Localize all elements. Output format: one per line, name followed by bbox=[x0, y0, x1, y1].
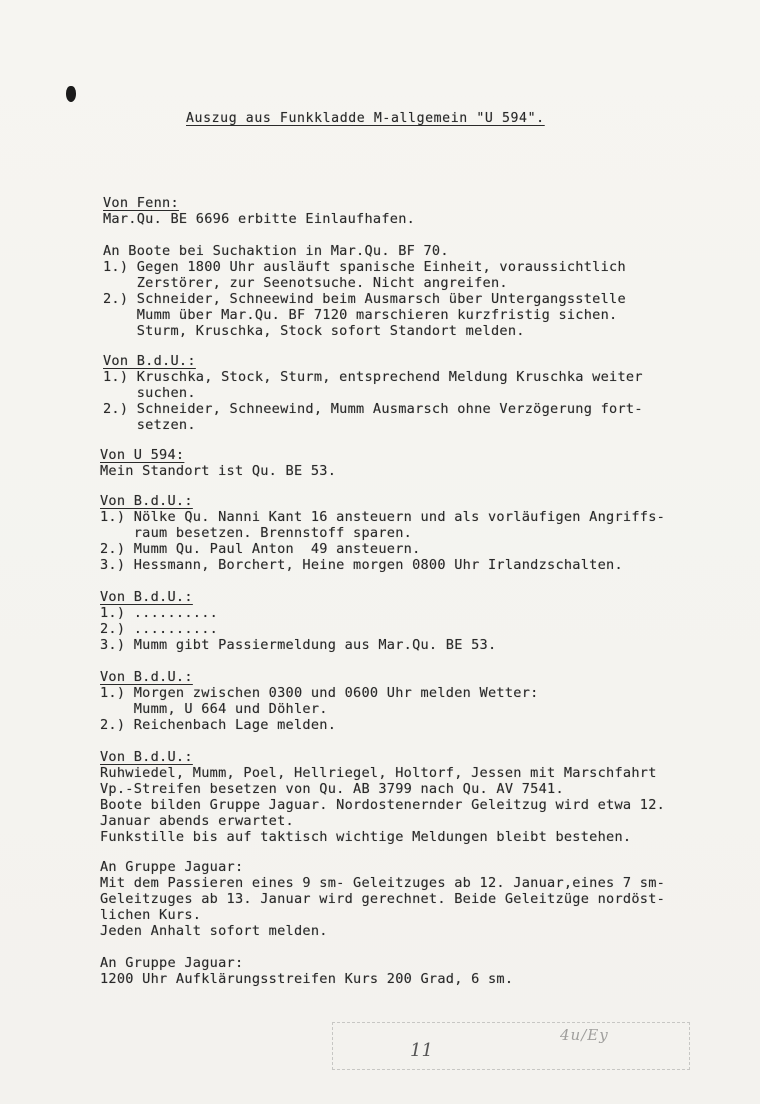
text-line: 1.) .......... bbox=[100, 605, 219, 621]
section-header: Von B.d.U.: bbox=[103, 353, 196, 369]
section-header: Von B.d.U.: bbox=[100, 589, 193, 605]
text-line: 2.) Reichenbach Lage melden. bbox=[100, 717, 337, 733]
text-line: suchen. bbox=[103, 385, 196, 401]
text-line: 2.) Schneider, Schneewind beim Ausmarsch über Untergangsstelle bbox=[103, 291, 626, 307]
text-line: setzen. bbox=[103, 417, 196, 433]
document-title: Auszug aus Funkkladde M-allgemein "U 594". bbox=[186, 111, 545, 126]
text-line: Mein Standort ist Qu. BE 53. bbox=[100, 463, 337, 479]
text-line: 3.) Hessmann, Borchert, Heine morgen 0800 Uhr Irlandzschalten. bbox=[100, 557, 623, 573]
text-line: Januar abends erwartet. bbox=[100, 813, 294, 829]
text-line: raum besetzen. Brennstoff sparen. bbox=[100, 525, 413, 541]
text-line: 1200 Uhr Aufklärungsstreifen Kurs 200 Grad, 6 sm. bbox=[100, 971, 514, 987]
handwritten-page-number: 11 bbox=[410, 1040, 433, 1061]
text-line: Funkstille bis auf taktisch wichtige Meldungen bleibt bestehen. bbox=[100, 829, 632, 845]
text-line: 1.) Kruschka, Stock, Sturm, entsprechend Meldung Kruschka weiter bbox=[103, 369, 643, 385]
section-header: Von B.d.U.: bbox=[100, 669, 193, 685]
text-line: lichen Kurs. bbox=[100, 907, 202, 923]
text-line: Sturm, Kruschka, Stock sofort Standort melden. bbox=[103, 323, 525, 339]
text-line: Mar.Qu. BE 6696 erbitte Einlaufhafen. bbox=[103, 211, 416, 227]
section-header: An Gruppe Jaguar: bbox=[100, 955, 244, 971]
text-line: 1.) Morgen zwischen 0300 und 0600 Uhr melden Wetter: bbox=[100, 685, 539, 701]
section-header: Von B.d.U.: bbox=[100, 749, 193, 765]
text-line: Geleitzuges ab 13. Januar wird gerechnet. Beide Geleitzüge nordöst- bbox=[100, 891, 666, 907]
text-line: 2.) Mumm Qu. Paul Anton 49 ansteuern. bbox=[100, 541, 421, 557]
section-header: An Gruppe Jaguar: bbox=[100, 859, 244, 875]
text-line: Jeden Anhalt sofort melden. bbox=[100, 923, 328, 939]
text-line: Mumm über Mar.Qu. BF 7120 marschieren kurzfristig sichen. bbox=[103, 307, 618, 323]
text-line: Boote bilden Gruppe Jaguar. Nordostenernder Geleitzug wird etwa 12. bbox=[100, 797, 666, 813]
section-header: Von Fenn: bbox=[103, 195, 179, 211]
text-line: Mit dem Passieren eines 9 sm- Geleitzuges ab 12. Januar,eines 7 sm- bbox=[100, 875, 666, 891]
text-line: Mumm, U 664 und Döhler. bbox=[100, 701, 328, 717]
text-line: 3.) Mumm gibt Passiermeldung aus Mar.Qu. BE 53. bbox=[100, 637, 497, 653]
handwritten-initials: 4u/Ey bbox=[560, 1026, 609, 1044]
stamp-outline bbox=[332, 1022, 690, 1070]
text-line: 1.) Gegen 1800 Uhr ausläuft spanische Einheit, voraussichtlich bbox=[103, 259, 626, 275]
text-line: Ruhwiedel, Mumm, Poel, Hellriegel, Holtorf, Jessen mit Marschfahrt bbox=[100, 765, 657, 781]
text-line: Zerstörer, zur Seenotsuche. Nicht angreifen. bbox=[103, 275, 508, 291]
text-line: Vp.-Streifen besetzen von Qu. AB 3799 nach Qu. AV 7541. bbox=[100, 781, 564, 797]
section-header: An Boote bei Suchaktion in Mar.Qu. BF 70. bbox=[103, 243, 449, 259]
text-line: 1.) Nölke Qu. Nanni Kant 16 ansteuern und als vorläufigen Angriffs- bbox=[100, 509, 666, 525]
text-line: 2.) Schneider, Schneewind, Mumm Ausmarsch ohne Verzögerung fort- bbox=[103, 401, 643, 417]
ink-blot bbox=[66, 86, 76, 102]
section-header: Von U 594: bbox=[100, 447, 185, 463]
section-header: Von B.d.U.: bbox=[100, 493, 193, 509]
text-line: 2.) .......... bbox=[100, 621, 219, 637]
